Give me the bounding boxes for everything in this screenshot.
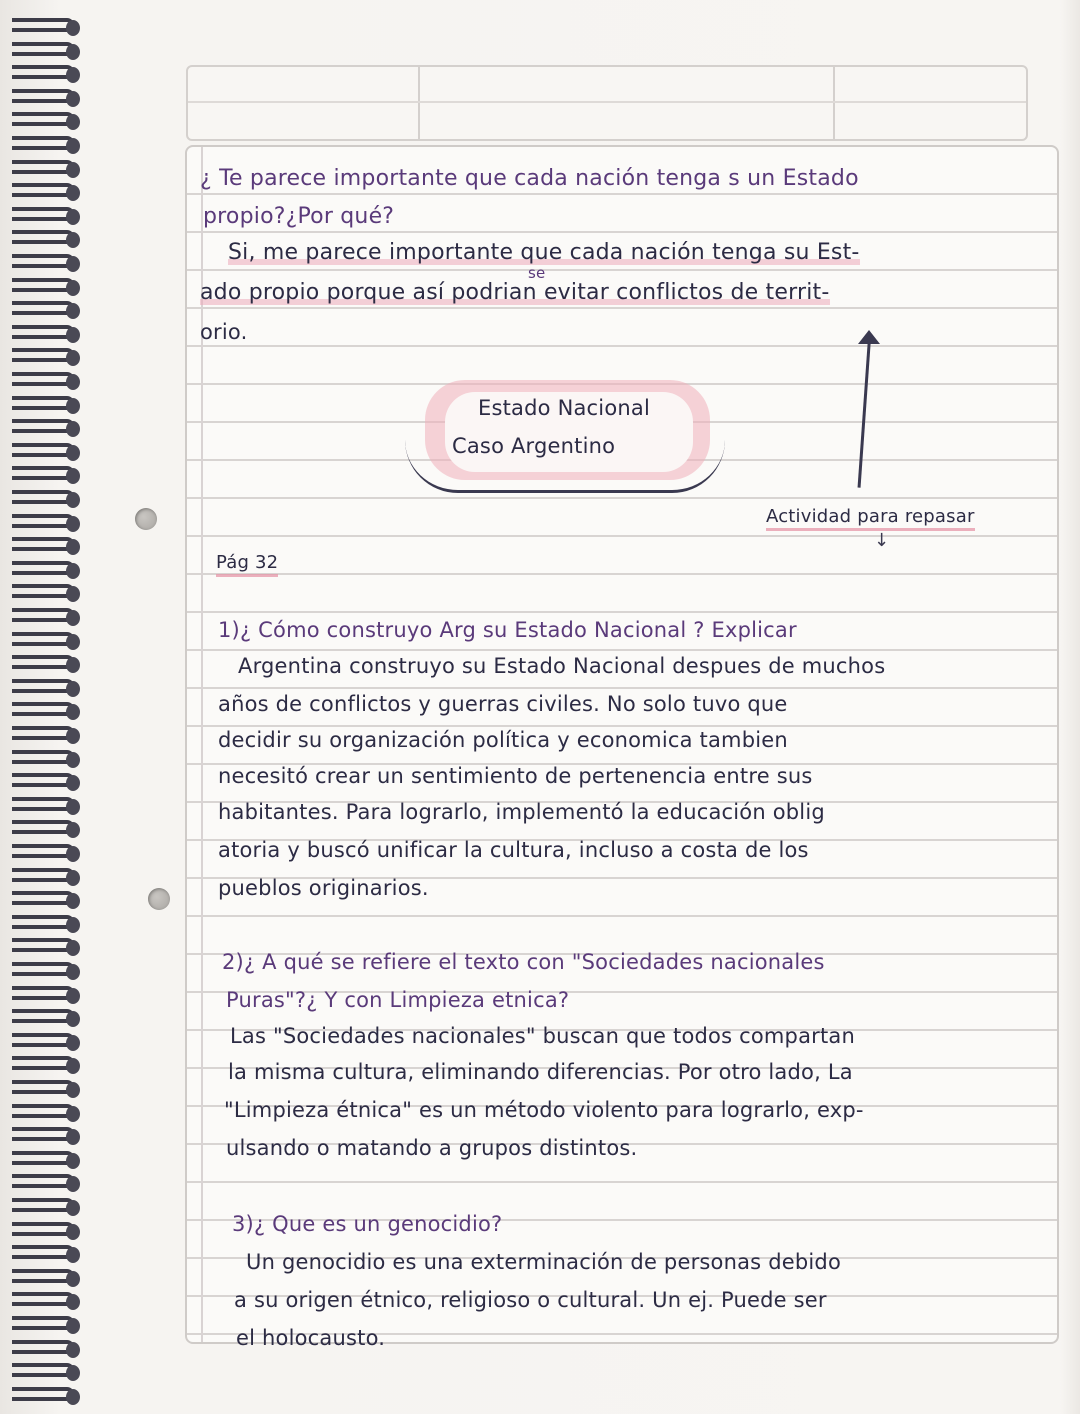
spiral-binding (0, 0, 95, 1414)
spiral-coil (12, 986, 74, 1000)
spiral-coil (12, 561, 74, 575)
spiral-coil (12, 443, 74, 457)
answer-1-line: Argentina construyo su Estado Nacional despues de muchos (238, 654, 886, 678)
intro-question-line1: ¿ Te parece importante que cada nación tenga s un Estado (200, 166, 859, 191)
intro-answer-line1: Si, me parece importante que cada nación tenga su Est- (228, 240, 860, 265)
spiral-coil (12, 160, 74, 174)
page-reference: Pág 32 (216, 552, 278, 577)
spiral-coil (12, 1080, 74, 1094)
spiral-coil (12, 608, 74, 622)
spiral-coil (12, 1245, 74, 1259)
spiral-coil (12, 915, 74, 929)
spiral-coil (12, 1056, 74, 1070)
spiral-coil (12, 938, 74, 952)
answer-3-line: el holocausto. (236, 1326, 386, 1350)
spiral-coil (12, 1316, 74, 1330)
title-line1: Estado Nacional (478, 396, 650, 420)
spiral-coil (12, 868, 74, 882)
intro-answer-line3: orio. (200, 320, 248, 344)
spiral-coil (12, 1387, 74, 1401)
spiral-coil (12, 42, 74, 56)
spiral-coil (12, 183, 74, 197)
spiral-coil (12, 514, 74, 528)
spiral-coil (12, 372, 74, 386)
answer-1-line: atoria y buscó unificar la cultura, incluso a costa de los (218, 838, 809, 862)
intro-answer-insert: se (528, 264, 546, 282)
spiral-coil (12, 797, 74, 811)
spiral-coil (12, 18, 74, 32)
answer-1-line: años de conflictos y guerras civiles. No solo tuvo que (218, 692, 788, 716)
spiral-coil (12, 1292, 74, 1306)
side-note: Actividad para repasar (766, 506, 975, 531)
spiral-coil (12, 1340, 74, 1354)
spiral-coil (12, 136, 74, 150)
binder-hole-bottom (148, 888, 170, 910)
spiral-coil (12, 466, 74, 480)
spiral-coil (12, 1127, 74, 1141)
question-1: 1)¿ Cómo construyo Arg su Estado Nacional ? Explicar (218, 618, 797, 642)
spiral-coil (12, 490, 74, 504)
arrow-down-icon: ↓ (874, 530, 890, 551)
spiral-coil (12, 278, 74, 292)
answer-2-line: Las "Sociedades nacionales" buscan que todos compartan (230, 1024, 855, 1048)
header-table (186, 65, 1028, 141)
question-2-line2: Puras"?¿ Y con Limpieza etnica? (226, 988, 570, 1012)
answer-1-line: decidir su organización política y economica tambien (218, 728, 788, 752)
spiral-coil (12, 1363, 74, 1377)
question-3: 3)¿ Que es un genocidio? (232, 1212, 503, 1236)
answer-1-line: pueblos originarios. (218, 876, 429, 900)
spiral-coil (12, 632, 74, 646)
spiral-coil (12, 230, 74, 244)
question-2-line1: 2)¿ A qué se refiere el texto con "Sociedades nacionales (222, 950, 825, 974)
answer-1-line: necesitó crear un sentimiento de pertenencia entre sus (218, 764, 813, 788)
spiral-coil (12, 348, 74, 362)
answer-3-line: Un genocidio es una exterminación de personas debido (246, 1250, 841, 1274)
spiral-coil (12, 726, 74, 740)
spiral-coil (12, 679, 74, 693)
spiral-coil (12, 396, 74, 410)
spiral-coil (12, 65, 74, 79)
answer-2-line: "Limpieza étnica" es un método violento para lograrlo, exp- (224, 1098, 864, 1122)
title-line2: Caso Argentino (452, 434, 616, 458)
spiral-coil (12, 1104, 74, 1118)
spiral-coil (12, 584, 74, 598)
spiral-coil (12, 537, 74, 551)
binder-hole-top (135, 508, 157, 530)
spiral-coil (12, 820, 74, 834)
intro-answer-line2: ado propio porque así podrian evitar conflictos de territ- (200, 280, 830, 305)
answer-1-line: habitantes. Para lograrlo, implementó la educación oblig (218, 800, 825, 824)
spiral-coil (12, 301, 74, 315)
answer-2-line: la misma cultura, eliminando diferencias. Por otro lado, La (228, 1060, 853, 1084)
spiral-coil (12, 773, 74, 787)
spiral-coil (12, 419, 74, 433)
answer-2-line: ulsando o matando a grupos distintos. (226, 1136, 638, 1160)
spiral-coil (12, 1269, 74, 1283)
spiral-coil (12, 962, 74, 976)
spiral-coil (12, 702, 74, 716)
spiral-coil (12, 1222, 74, 1236)
answer-3-line: a su origen étnico, religioso o cultural. Un ej. Puede ser (234, 1288, 827, 1312)
spiral-coil (12, 1174, 74, 1188)
spiral-coil (12, 1009, 74, 1023)
spiral-coil (12, 1151, 74, 1165)
spiral-coil (12, 112, 74, 126)
spiral-coil (12, 891, 74, 905)
spiral-coil (12, 325, 74, 339)
spiral-coil (12, 89, 74, 103)
spiral-coil (12, 207, 74, 221)
spiral-coil (12, 1033, 74, 1047)
spiral-coil (12, 844, 74, 858)
spiral-coil (12, 750, 74, 764)
spiral-coil (12, 1198, 74, 1212)
intro-question-line2: propio?¿Por qué? (203, 204, 395, 229)
spiral-coil (12, 655, 74, 669)
spiral-coil (12, 254, 74, 268)
